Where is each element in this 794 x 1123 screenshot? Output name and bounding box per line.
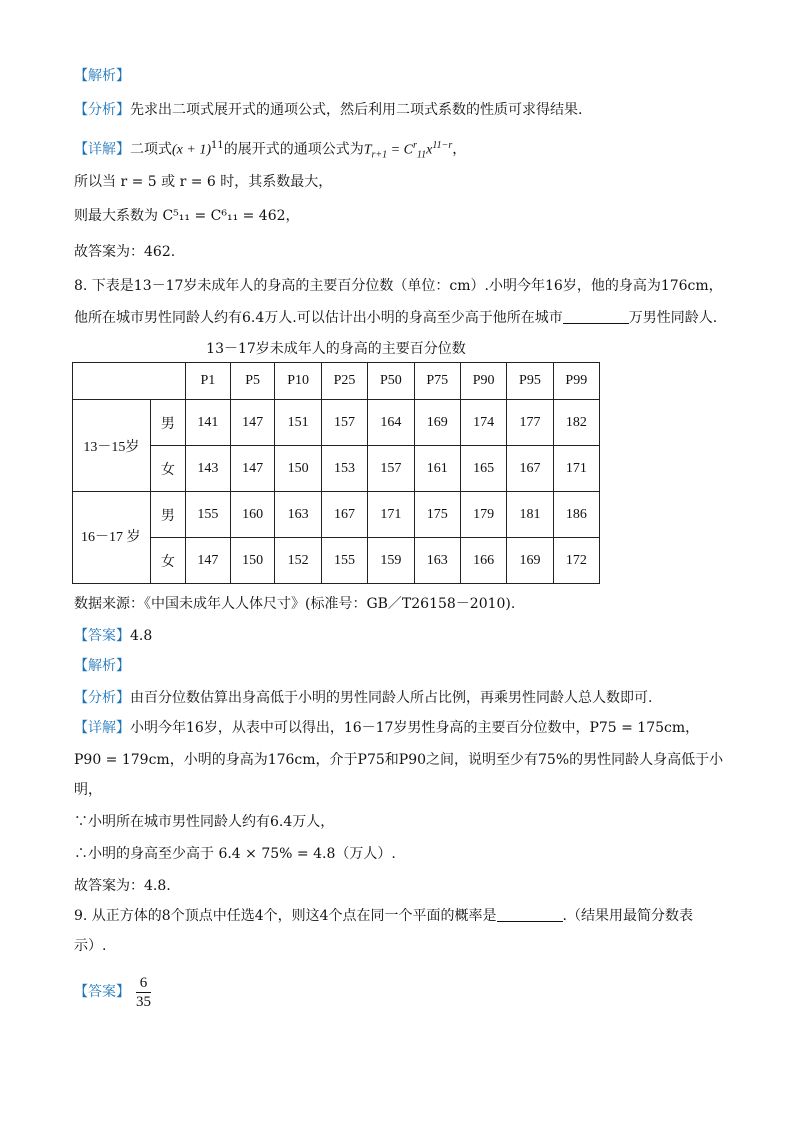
value-cell: 147	[230, 400, 275, 446]
q9-text-b: .（结果用最简分数表	[562, 908, 693, 924]
analysis-line-2	[74, 688, 652, 708]
fraction-denominator: 35	[136, 993, 151, 1010]
section-header-analysis-2	[74, 656, 130, 676]
value-cell: 147	[230, 446, 275, 492]
detail-line	[74, 136, 466, 165]
header-cell: P50	[368, 363, 414, 400]
analysis-text: 先求出二项式展开式的通项公式，然后利用二项式系数的性质可求得结果.	[130, 102, 583, 118]
detail-text: 小明今年16岁，从表中可以得出，16－17岁男性身高的主要百分位数中，P75 = 175cm，	[130, 720, 700, 736]
value-cell: 150	[275, 446, 321, 492]
value-cell: 181	[507, 492, 553, 538]
value-cell: 182	[553, 400, 599, 446]
value-cell: 174	[460, 400, 506, 446]
value-cell: 143	[186, 446, 231, 492]
combination-sup: r	[412, 140, 417, 151]
answer-tag: 【答案】	[74, 984, 130, 1000]
value-cell: 171	[553, 446, 599, 492]
value-cell: 152	[275, 538, 321, 584]
header-cell: P90	[460, 363, 506, 400]
header-cell: P5	[230, 363, 275, 400]
table-caption: 13－17岁未成年人的身高的主要百分位数	[206, 341, 466, 357]
age-group-cell: 13－15岁	[73, 400, 151, 492]
combination-symbol: = C	[387, 142, 413, 158]
answer-line-q7: 故答案为：462.	[74, 244, 176, 260]
table-row	[73, 400, 600, 446]
age-group-cell: 16－17 岁	[73, 492, 151, 584]
value-cell: 166	[460, 538, 506, 584]
value-cell: 155	[186, 492, 231, 538]
value-cell: 163	[414, 538, 460, 584]
binomial-expr: (x + 1)	[172, 142, 211, 158]
value-cell: 186	[553, 492, 599, 538]
detail-2-line2: P90 = 179cm，小明的身高为176cm，介于P75和P90之间，说明至少有75%的男性同龄人身高低于小	[74, 752, 724, 768]
line-r-values: 所以当 r = 5 或 r = 6 时，其系数最大，	[74, 174, 333, 190]
detail-2-line6: 故答案为：4.8.	[74, 878, 171, 894]
analysis-tag: 【分析】	[74, 690, 130, 706]
fraction	[136, 974, 151, 1011]
value-cell: 147	[186, 538, 231, 584]
value-cell: 179	[460, 492, 506, 538]
value-cell: 161	[414, 446, 460, 492]
question-8-line2	[74, 308, 717, 328]
detail-2-line4: ∵小明所在城市男性同龄人约有6.4万人，	[74, 814, 335, 830]
value-cell: 150	[230, 538, 275, 584]
percentile-table	[72, 362, 600, 584]
answer-9	[74, 972, 151, 1012]
value-cell: 177	[507, 400, 553, 446]
table-row	[73, 538, 600, 584]
sex-cell: 男	[150, 492, 185, 538]
term-subscript: r+1	[371, 149, 388, 161]
detail-tag: 【详解】	[74, 141, 130, 158]
detail-text-c: ，	[452, 141, 467, 158]
table-row	[73, 492, 600, 538]
analysis-line	[74, 100, 582, 120]
value-cell: 171	[368, 492, 414, 538]
detail-text-b: 的展开式的通项公式为	[223, 141, 364, 158]
detail-tag: 【详解】	[74, 720, 130, 736]
x-exponent: 11−r	[432, 140, 453, 151]
table-header-row	[73, 363, 600, 400]
line-max-coefficient: 则最大系数为 C⁵₁₁ = C⁶₁₁ = 462，	[74, 208, 300, 224]
data-source: 数据来源：《中国未成年人人体尺寸》(标准号：GB／T26158－2010).	[74, 596, 516, 612]
sex-cell: 女	[150, 446, 185, 492]
value-cell: 167	[321, 492, 367, 538]
answer-8	[74, 626, 152, 646]
value-cell: 155	[321, 538, 367, 584]
value-cell: 159	[368, 538, 414, 584]
header-cell: P95	[507, 363, 553, 400]
section-header-analysis	[74, 66, 130, 86]
header-cell: P25	[321, 363, 367, 400]
combination-sub: 11	[416, 149, 427, 161]
value-cell: 164	[368, 400, 414, 446]
value-cell: 169	[507, 538, 553, 584]
q8-text-a: 他所在城市男性同龄人约有6.4万人.可以估计出小明的身高至少高于他所在城市	[74, 310, 563, 326]
value-cell: 153	[321, 446, 367, 492]
binomial-exponent: 11	[211, 140, 224, 151]
answer-blank	[497, 907, 563, 922]
jiexi-label: 【解析】	[74, 658, 130, 674]
sex-cell: 女	[150, 538, 185, 584]
header-cell: P75	[414, 363, 460, 400]
answer-value: 4.8	[130, 628, 153, 644]
value-cell: 172	[553, 538, 599, 584]
analysis-tag: 【分析】	[74, 102, 130, 118]
value-cell: 169	[414, 400, 460, 446]
sex-cell: 男	[150, 400, 185, 446]
detail-text-a: 二项式	[130, 141, 172, 158]
detail-2-line3: 明，	[74, 782, 102, 798]
value-cell: 151	[275, 400, 321, 446]
detail-2-line1	[74, 718, 699, 738]
jiexi-label: 【解析】	[74, 68, 130, 84]
value-cell: 167	[507, 446, 553, 492]
value-cell: 157	[368, 446, 414, 492]
header-cell: P1	[186, 363, 231, 400]
fraction-numerator: 6	[136, 974, 151, 993]
q9-text-a: 9. 从正方体的8个顶点中任选4个，则这4个点在同一个平面的概率是	[74, 908, 497, 924]
term-T: T	[363, 142, 372, 158]
value-cell: 175	[414, 492, 460, 538]
detail-2-line5: ∴小明的身高至少高于 6.4 × 75% = 4.8（万人）.	[74, 846, 396, 862]
answer-tag: 【答案】	[74, 628, 130, 644]
value-cell: 141	[186, 400, 231, 446]
value-cell: 160	[230, 492, 275, 538]
header-cell: P99	[553, 363, 599, 400]
value-cell: 157	[321, 400, 367, 446]
table-row	[73, 446, 600, 492]
analysis-text: 由百分位数估算出身高低于小明的男性同龄人所占比例，再乘男性同龄人总人数即可.	[130, 690, 653, 706]
question-9-line2: 示）.	[74, 938, 107, 954]
value-cell: 163	[275, 492, 321, 538]
q8-text-b: 万男性同龄人.	[628, 310, 718, 326]
answer-blank	[563, 309, 629, 324]
question-8-line1: 8. 下表是13－17岁未成年人的身高的主要百分位数（单位：cm）.小明今年16岁，他的身高为176cm，	[74, 278, 723, 294]
corner-cell	[73, 363, 186, 400]
question-9-line1	[74, 906, 693, 926]
value-cell: 165	[460, 446, 506, 492]
header-cell: P10	[275, 363, 321, 400]
x-var: x	[426, 142, 433, 158]
